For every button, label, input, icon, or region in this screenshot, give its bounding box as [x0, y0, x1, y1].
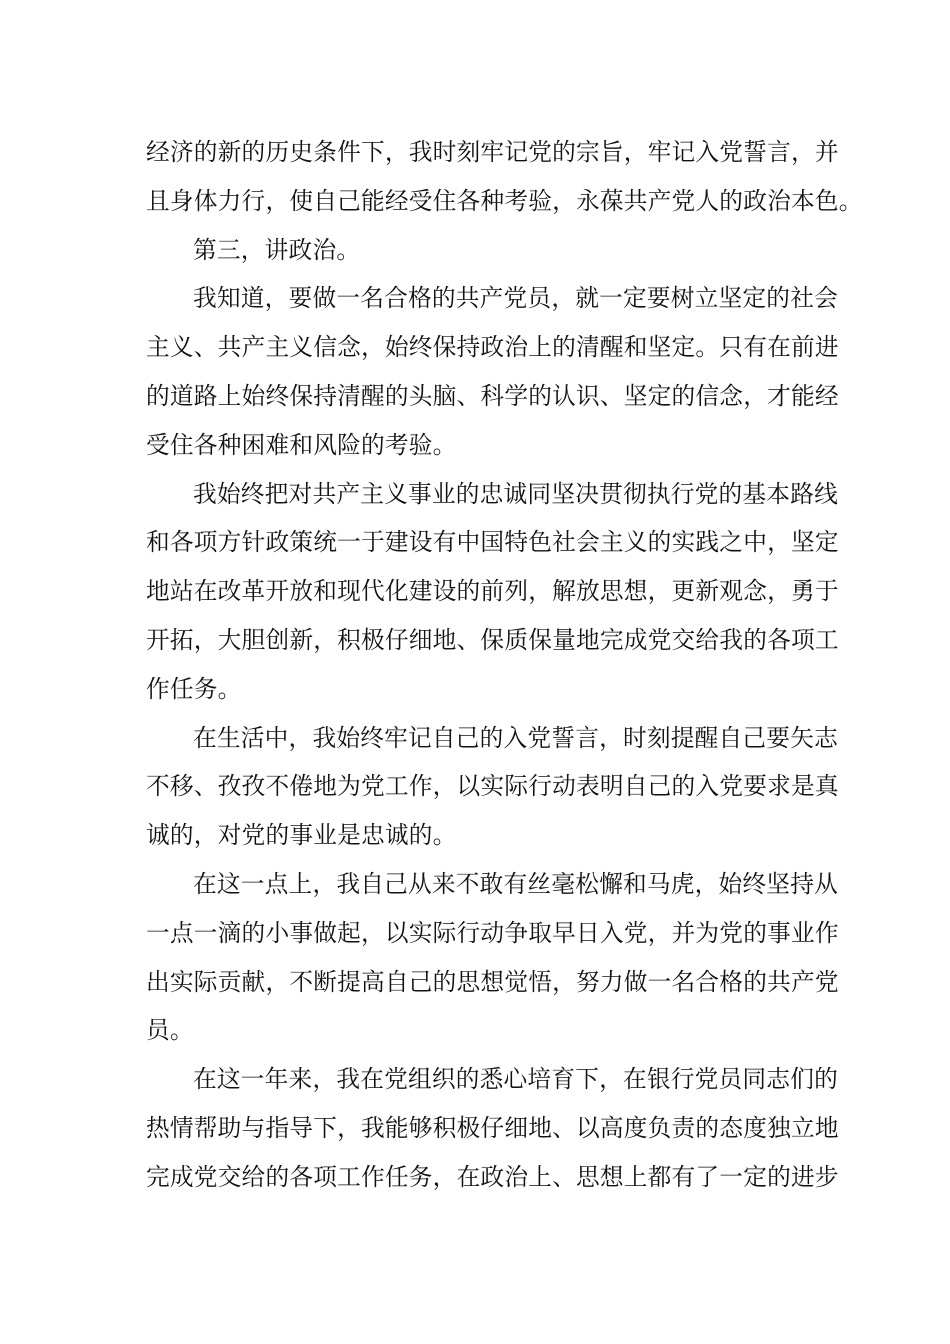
text-line: 员。 — [146, 1016, 194, 1045]
text-line: 的道路上始终保持清醒的头脑、科学的认识、坚定的信念，才能经 — [146, 381, 839, 410]
text-line: 在这一点上，我自己从来不敢有丝毫松懈和马虎，始终坚持从 — [193, 869, 838, 898]
body-text — [146, 128, 863, 1202]
text-line: 主义、共产主义信念，始终保持政治上的清醒和坚定。只有在前进 — [146, 333, 839, 362]
text-line: 在这一年来，我在党组织的悉心培育下，在银行党员同志们的 — [193, 1065, 838, 1094]
text-line: 作任务。 — [146, 674, 242, 703]
text-line: 我知道，要做一名合格的共产党员，就一定要树立坚定的社会 — [193, 284, 838, 313]
section-heading: 第三，讲政治。 — [193, 235, 361, 264]
text-line: 地站在改革开放和现代化建设的前列，解放思想，更新观念，勇于 — [146, 577, 839, 606]
text-line: 受住各种困难和风险的考验。 — [146, 430, 457, 459]
text-line: 且身体力行，使自己能经受住各种考验，永葆共产党人的政治本色。 — [146, 186, 863, 215]
text-line: 一点一滴的小事做起，以实际行动争取早日入党，并为党的事业作 — [146, 918, 839, 947]
text-line: 热情帮助与指导下，我能够积极仔细地、以高度负责的态度独立地 — [146, 1113, 839, 1142]
text-line: 我始终把对共产主义事业的忠诚同坚决贯彻执行党的基本路线 — [193, 479, 838, 508]
text-line: 诚的，对党的事业是忠诚的。 — [146, 821, 457, 850]
text-line: 和各项方针政策统一于建设有中国特色社会主义的实践之中，坚定 — [146, 528, 839, 557]
text-line: 开拓，大胆创新，积极仔细地、保质保量地完成党交给我的各项工 — [146, 625, 839, 654]
text-line: 出实际贡献，不断提高自己的思想觉悟，努力做一名合格的共产党 — [146, 967, 839, 996]
text-line: 经济的新的历史条件下，我时刻牢记党的宗旨，牢记入党誓言，并 — [146, 138, 839, 166]
text-line: 完成党交给的各项工作任务，在政治上、思想上都有了一定的进步 — [146, 1162, 839, 1191]
text-line: 不移、孜孜不倦地为党工作，以实际行动表明自己的入党要求是真 — [146, 772, 839, 801]
text-line: 在生活中，我始终牢记自己的入党誓言，时刻提醒自己要矢志 — [193, 723, 838, 752]
